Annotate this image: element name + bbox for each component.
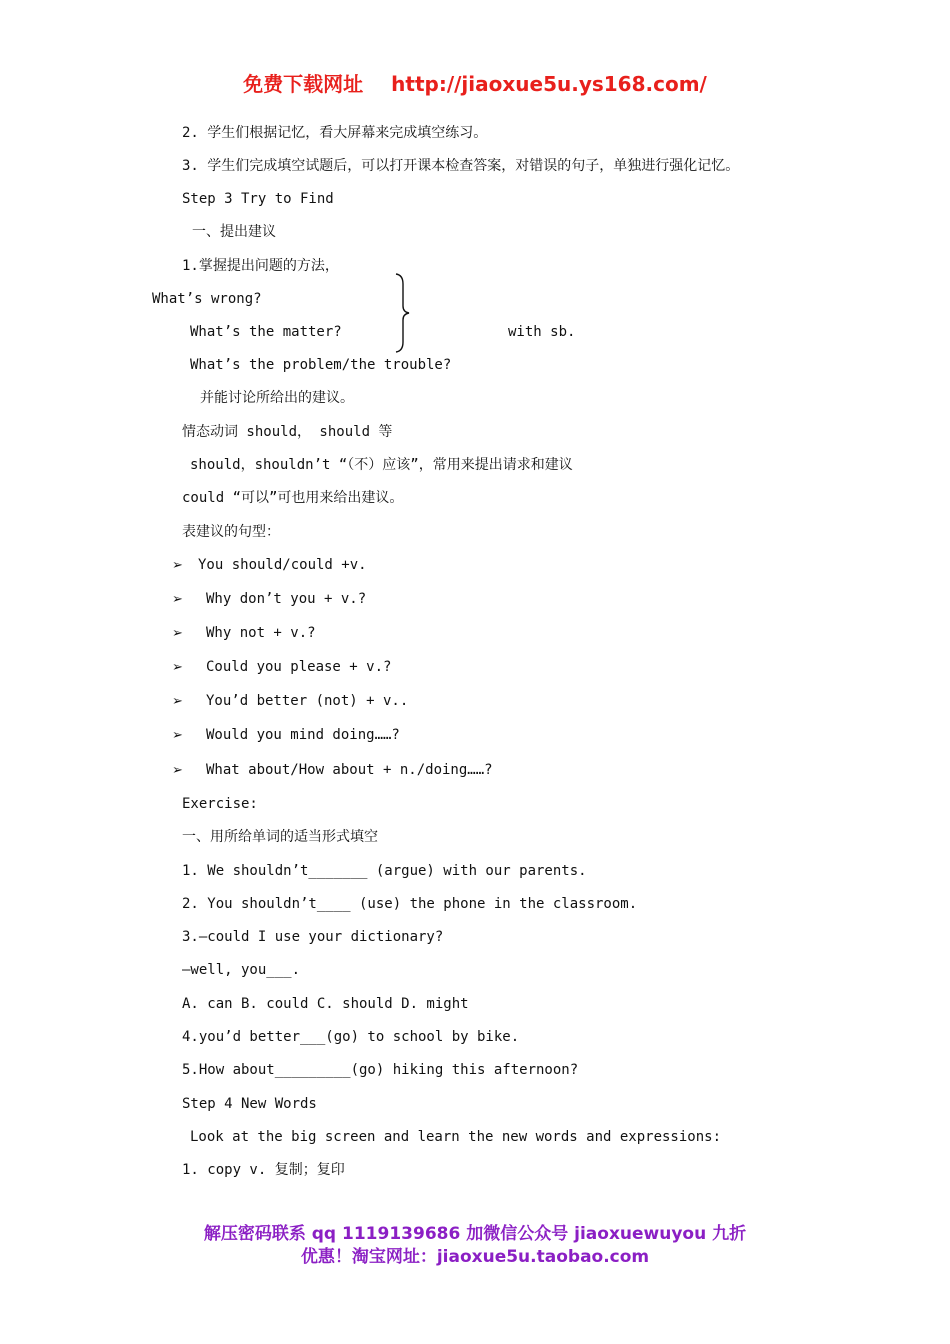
list-item: ➢ Why not + v.? [172, 625, 316, 641]
list-item: ➢ What about/How about + n./doing……? [172, 762, 493, 778]
arrow-bullet-icon: ➢ [172, 592, 183, 607]
text-line: could “可以”可也用来给出建议。 [182, 490, 404, 506]
section-heading: 一、提出建议 [192, 224, 276, 240]
text-line: Exercise: [182, 796, 258, 812]
arrow-bullet-icon: ➢ [172, 728, 183, 743]
text-line: Look at the big screen and learn the new words and expressions: [190, 1129, 722, 1145]
footer-line-2: 优惠！淘宝网址：jiaoxue5u.taobao.com [300, 1247, 650, 1267]
list-item: ➢ You’d better (not) + v.. [172, 693, 409, 709]
text-line: 情态动词 should， should 等 [182, 424, 393, 440]
arrow-bullet-icon: ➢ [172, 694, 183, 709]
text-line: with sb. [508, 324, 576, 340]
arrow-bullet-icon: ➢ [172, 558, 183, 573]
exercise-options: A. can B. could C. should D. might [182, 996, 469, 1012]
text-line: What’s the matter? [190, 324, 342, 340]
text-line: 并能讨论所给出的建议。 [200, 390, 354, 406]
text-line: 1. copy v. 复制；复印 [182, 1162, 345, 1178]
header-banner [0, 68, 950, 97]
footer-line-1: 解压密码联系 qq 1119139686 加微信公众号 jiaoxuewuyou 九折 [203, 1224, 747, 1244]
arrow-bullet-icon: ➢ [172, 660, 183, 675]
section-heading: 一、用所给单词的适当形式填空 [182, 829, 378, 845]
exercise-item: 1. We shouldn’t_______ (argue) with our parents. [182, 863, 587, 879]
exercise-item: 2. You shouldn’t____ (use) the phone in the classroom. [182, 896, 638, 912]
text-line: Step 4 New Words [182, 1096, 317, 1112]
exercise-item: 5.How about_________(go) hiking this afternoon? [182, 1062, 579, 1078]
text-line: should，shouldn’t “（不）应该”，常用来提出请求和建议 [190, 457, 573, 473]
text-line: 3. 学生们完成填空试题后，可以打开课本检查答案，对错误的句子，单独进行强化记忆。 [182, 158, 740, 174]
arrow-bullet-icon: ➢ [172, 626, 183, 641]
text-line: 1.掌握提出问题的方法， [182, 258, 339, 274]
brace-icon [394, 272, 414, 354]
header-url[interactable]: http://jiaoxue5u.ys168.com/ [391, 72, 707, 96]
list-item: ➢ You should/could +v. [172, 557, 367, 573]
arrow-bullet-icon: ➢ [172, 763, 183, 778]
header-label: 免费下载网址 [243, 72, 364, 96]
list-item: ➢ Why don’t you + v.? [172, 591, 367, 607]
text-line: 2. 学生们根据记忆，看大屏幕来完成填空练习。 [182, 125, 488, 141]
exercise-item: 4.you’d better___(go) to school by bike. [182, 1029, 520, 1045]
list-item: ➢ Could you please + v.? [172, 659, 392, 675]
text-line: Step 3 Try to Find [182, 191, 334, 207]
text-line: What’s wrong? [152, 291, 262, 307]
exercise-item: 3.—could I use your dictionary? [182, 929, 444, 945]
text-line: What’s the problem/the trouble? [190, 357, 452, 373]
list-item: ➢ Would you mind doing……? [172, 727, 400, 743]
text-line: 表建议的句型： [182, 524, 280, 540]
exercise-item: —well, you___. [182, 962, 301, 978]
